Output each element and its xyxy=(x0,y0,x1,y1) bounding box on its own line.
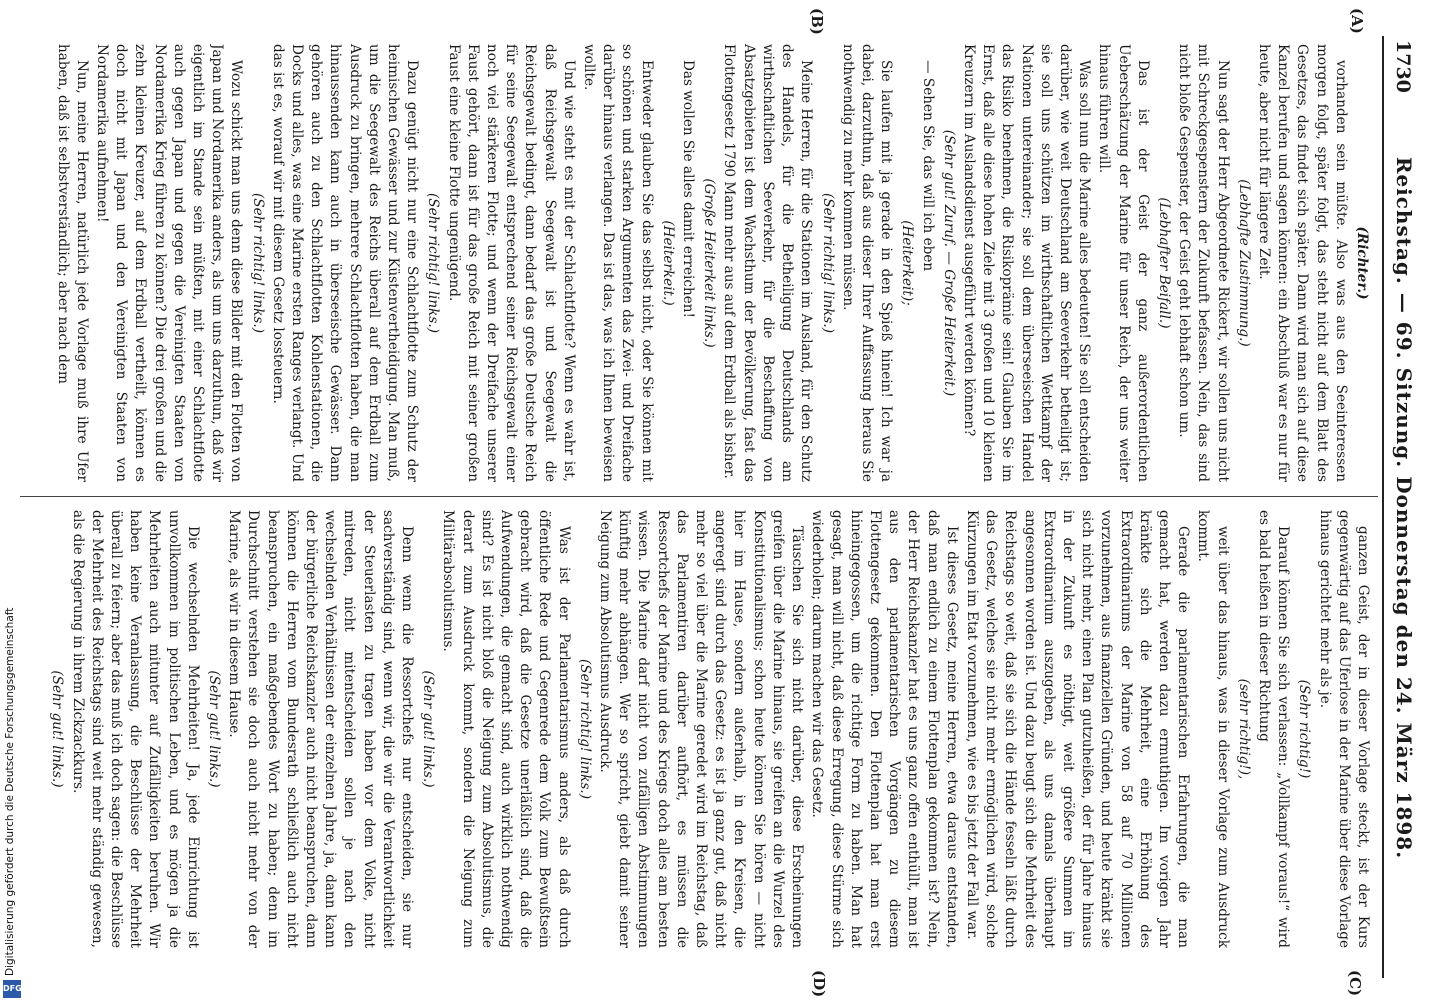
speech-paragraph: Meine Herren, für die Stationen im Ausland, für den Schutz des Handels, für die Betheiligung Deutschlands am wirthschaftlichen Seeverkehr, für die Beschaffung von Absatzgebieten ist dem Wachsthum der Bevölkerung, fast das Flottengesetz 1790 Mann mehr aus auf dem Erdball als bisher. xyxy=(721,44,815,482)
speech-paragraph: Denn wenn die Ressortchefs nur entscheiden, sie nur sachverständig sind, wenn wir, die wir die Verantwortlichkeit der Steuerlasten zu tragen haben vor dem Volke, nicht mitreden, nicht mitentscheiden sollen je nach den wechselnden Verhältnissen der einzelnen Jahre, ja, dann kann der bürgerliche Reichskanzler auch nicht beanspruchen, dann können die Herren vom Bundesrath schließlich auch nicht beanspruchen, ein maßgebendes Wort zu haben; denn im Durchschnitt verstehen sie doch auch nicht mehr von der Marine, als wir in diesem Hause. xyxy=(226,510,416,948)
speech-paragraph: Nun sagt der Herr Abgeordnete Rickert, wir sollen uns nicht mit Schreckgespenstern der Zukunft befassen. Nein, das sind nicht bloße Gespenster, der Geist geht lebhaft schon um. xyxy=(1176,44,1231,482)
stage-direction: (Sehr richtig! links.) xyxy=(819,192,836,334)
stage-direction: (Lebhafte Zustimmung.) xyxy=(1235,179,1252,347)
stage-direction: (Lebhafter Beifall.) xyxy=(1155,197,1172,329)
speech-paragraph: Und wie steht es mit der Schlachtflotte? Wenn es wahr ist, daß Reichsgewalt Seegewalt ist und Seegewalt die Reichsgewalt bedingt, dann bedarf das große Deutsche Reich für seine Seegewalt entsprechend seiner Reichsgewalt einer noch viel stärkeren Flotte; und wenn der Dreifache unserer Faust gehört, dann ist für das große Reich mit seiner großen Faust eine kleine Flotte ungenügend. xyxy=(445,44,577,482)
stage-direction: (Sehr richtig!) xyxy=(1296,679,1313,779)
speech-paragraph: Wozu schickt man uns denn diese Bilder mit den Flotten von Japan und Nordamerika anders, als um uns darzuthun, daß wir eigentlich im Stande sein müßten, mit einer Schlachtflotte auch gegen Japan und gegen die Vereinigten Staaten von Nordamerika Krieg führen zu können? Die drei großen und die zehn kleinen Kreuzer, auf dem Erdball vertheilt, können es doch nicht mit Japan und den Vereinigten Staaten von Nordamerika aufnehmen! xyxy=(94,44,245,482)
speech-paragraph: Entweder glauben Sie das selbst nicht, oder Sie können mit so schönen und starken Argumenten das Zwei- und Dreifache darüber hinaus verlangen. Das ist das, was ich Ihnen beweisen wollte. xyxy=(581,44,655,482)
stage-direction: (sehr richtig!), xyxy=(1235,678,1252,780)
speech-paragraph: Darauf können Sie sich verlassen: „Vollkampf voraus!“ wird es bald heißen in dieser Richtung xyxy=(1255,510,1292,948)
page-header xyxy=(1386,40,1420,976)
speech-paragraph: Täuschen Sie sich nicht darüber, diese Erscheinungen greifen über die Marine hinaus, sie greifen an die Wurzel des Konstitutionalismus; schon heute können Sie hören — nicht hier im Hause, sondern außerhalb, in den Kreisen, die angeregt sind durch das Gesetz: es ist ja ganz gut, daß nicht mehr so viel über die Marine geredet wird im Reichstag, daß das Parlamentiren darüber aufhört, es müssen die Ressortchefs der Marine und des Kriegs doch alles am besten wissen. Die Marine darf nicht von zufälligen Abstimmungen künftig mehr abhängen. Wer so spricht, giebt damit seiner Neigung zum Absolutismus Ausdruck. xyxy=(597,510,806,948)
speech-paragraph: Dazu genügt nicht nur eine Schlachtflotte zum Schutz der heimischen Gewässer und zur Küstenvertheidigung. Man muß, um die Seegewalt des Reichs überall auf dem Erdball zum Ausdruck zu bringen, mehrere Schlachtflotten haben, die man hinaussenden kann auch in überseeische Gewässer. Dann gehören auch zu den Schlachtflotten Kohlenstationen, die Docks und alles, was eine Marine ersten Ranges verlangt. Und das ist es, worauf wir mit diesem Gesetz lossteuern. xyxy=(269,44,421,482)
margin-mark-b: (B) xyxy=(808,8,826,35)
right-column xyxy=(24,510,1372,948)
stage-direction: (Sehr richtig! links.) xyxy=(576,658,593,800)
page-title: Reichstag. — 69. Sitzung. Donnerstag den 24. März 1898. xyxy=(1392,156,1416,860)
left-column xyxy=(24,44,1372,482)
speech-paragraph: weit über das hinaus, was in dieser Vorlage zum Ausdruck kommt. xyxy=(1195,510,1231,948)
header-rule xyxy=(1382,36,1384,978)
stage-direction: (Große Heiterkeit links.) xyxy=(701,178,718,348)
column-divider xyxy=(20,496,1378,497)
speech-paragraph: vorhanden sein müßte. Also was aus den Seeinteressen morgen folgt, später folgt, das steht nicht auf dem Blatt des Gesetzes, das findet sich später. Dann wird man sich auf diese Kanzel berufen und sagen können: ein Abschluß war es nur für heute, aber nicht für längere Zeit. xyxy=(1255,44,1349,482)
speech-paragraph: Was ist der Parlamentarismus anders, als daß durch öffentliche Rede und Gegenrede dem Volk zum Bewußtsein gebracht wird, daß die Gesetze unerläßlich sind, daß die Aufwendungen, die gemacht sind, auch wirklich nothwendig sind? Es ist nicht bloß die Neigung zum Absolutismus, die derart zum Ausdruck kommt, sondern die Neigung zum Militärabsolutismus. xyxy=(440,510,572,948)
stage-direction: (Sehr richtig! links.) xyxy=(249,192,266,334)
stage-direction: (Sehr gut! Zuruf. — Große Heiterkeit.) xyxy=(940,129,957,397)
stage-direction: (Sehr richtig! links.) xyxy=(425,192,442,334)
speech-paragraph: Ist dieses Gesetz, meine Herren, etwa daraus entstanden, daß man endlich zu einem Flottenplan gekommen ist? Nein, der Herr Reichskanzler hat es uns ganz offen enthüllt, man ist aus den parlamentarischen Vorgängen zu diesem Flottengesetz gekommen. Den Flottenplan hat man erst hineingegossen, um die richtige Form zu haben. Man hat gesagt, man will nicht, daß diese Erregung, diese Stürme sich wiederholen; darum machen wir das Gesetz. xyxy=(809,510,960,948)
margin-mark-d: (D) xyxy=(810,970,828,998)
speech-paragraph: Was soll nun die Marine alles bedeuten! Sie soll entscheiden darüber, wie weit Deutschland am Seeverkehr betheiligt ist; sie soll uns schützen im wirthschaftlichen Wettkampf der Nationen untereinander; sie soll dem überseeischen Handel das Risiko benehmen, die Risikoprämie sein! Glauben Sie im Ernst, daß alle diese hohen Ziele mit 3 großen und 10 kleinen Kreuzern im Auslandsdienst ausgeführt werden können? xyxy=(960,44,1093,482)
page-number: 1730 xyxy=(1392,40,1414,93)
left-paragraphs xyxy=(52,44,1349,482)
speech-paragraph: Das ist der Geist der ganz außerordentlichen Ueberschätzung der Marine für unser Reich, der uns weiter hinaus führen will. xyxy=(1096,44,1151,482)
dfg-logo: DFG xyxy=(3,980,21,998)
speech-paragraph: Sie laufen mit ja gerade in den Spieß hinein! Ich war ja dabei, darzuthun, daß aus dieser Ihrer Auffassung heraus Sie nothwendig zu mehr kommen müssen. xyxy=(839,44,895,482)
margin-mark-a: (A) xyxy=(1348,8,1366,34)
stage-direction: (Sehr gut! links.) xyxy=(420,670,437,788)
right-paragraphs xyxy=(47,510,1372,948)
speech-paragraph: Die wechselnden Mehrheiten! Ja, jede Einrichtung ist unvollkommen im politischen Leben, und es mögen ja die Mehrheiten auch mitunter auf Zufälligkeiten beruhen. Wir haben keine Veranlassung, die Beschlüsse der Mehrheit überall zu feiern; aber das muß ich doch sagen: die Beschlüsse der Mehrheit des Reichstags sind weit mehr ständig gewesen, als die Regierung in ihrem Zickzackkurs. xyxy=(69,510,201,948)
speech-paragraph: Das wollen Sie alles damit erreichen! xyxy=(680,60,697,318)
speaker-name: (Richter.) xyxy=(1354,226,1370,300)
digitization-credit: Digitalisierung gefördert durch die Deutsche Forschungsgemeinschaft DFG xyxy=(0,0,24,1000)
speech-paragraph: — Sehen Sie, das will ich eben xyxy=(919,60,936,272)
stage-direction: (Sehr gut! links.) xyxy=(49,670,66,788)
margin-mark-c: (C) xyxy=(1346,970,1364,997)
stage-direction: (Heiterkeit); xyxy=(899,220,916,306)
speech-paragraph: Nun, meine Herren, natürlich jede Vorlage muß ihre Ufer haben, daß ist selbstverständlich; aber nach dem xyxy=(54,44,90,482)
speech-paragraph: Gerade die parlamentarischen Erfahrungen, die man gemacht hat, werden dazu ermuthigen. Im vorigen Jahr kränkte sich die Mehrheit, eine Erhöhung des Extraordinariums der Marine von 58 auf 70 Millionen vorzunehmen, aus finanziellen Gründen, und heute kränkt sie sich nicht mehr, einen Plan gutzuheißen, der für Jahre hinaus in der Zukunft es nöthigt, weit größere Summen im Extraordinarium auszugeben, als uns damals überhaupt angesonnen worden ist. Und dazu beugt sich die Mehrheit des Reichstags so weit, daß sie sich die Hände fesseln läßt durch das Gesetz, welches sie nicht mehr ermöglichen wird, solche Kürzungen im Etat vorzunehmen, wie es bis jetzt der Fall war. xyxy=(963,510,1192,948)
stage-direction: (Heiterkeit.) xyxy=(659,220,676,306)
stage-direction: (Sehr gut! links.) xyxy=(206,670,223,788)
speech-paragraph: ganzen Geist, der in dieser Vorlage steckt, ist der Kurs gegenwärtig auf das Uferlose in der Marine über diese Vorlage hinaus gerichtet mehr als je. xyxy=(1316,510,1371,948)
